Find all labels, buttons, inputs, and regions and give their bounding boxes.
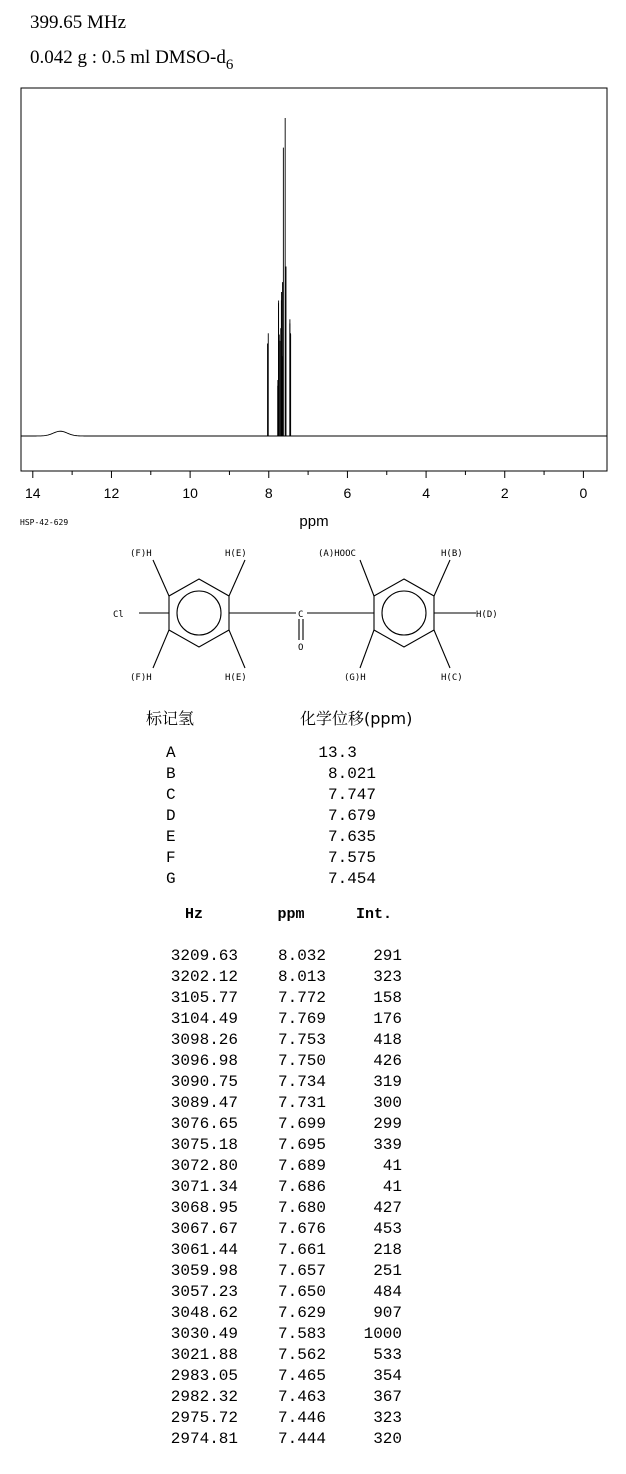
peak-ppm: 7.629 (277, 1304, 326, 1322)
peak-ppm: 7.657 (277, 1262, 326, 1280)
assignment-shift: 8.021 (327, 765, 376, 783)
assignment-label: E (166, 828, 176, 846)
peak-int: 453 (373, 1220, 402, 1238)
label-g: (G)H (344, 673, 366, 683)
peak-ppm: 7.680 (277, 1199, 326, 1217)
molecule-structure (0, 530, 626, 690)
assignment-shift: 7.454 (327, 870, 376, 888)
plot-frame (21, 88, 607, 471)
peak-row (150, 946, 402, 967)
sample-description (30, 47, 233, 74)
label-e-bot: H(E) (225, 673, 247, 683)
x-tick-label: 12 (103, 485, 120, 501)
label-carbonyl-o: O (298, 643, 304, 653)
peak-row (150, 1324, 402, 1345)
peak-int: 158 (373, 989, 402, 1007)
assignment-label: G (166, 870, 176, 888)
x-axis-label: ppm (299, 513, 329, 530)
peak-int: 367 (373, 1388, 402, 1406)
peak-hz: 3030.49 (170, 1325, 238, 1343)
peak-int: 299 (373, 1115, 402, 1133)
assignment-row (166, 848, 376, 869)
peak-ppm: 7.562 (277, 1346, 326, 1364)
assignment-row (166, 806, 376, 827)
x-tick-label: 4 (422, 485, 430, 501)
header-ppm: ppm (277, 906, 305, 923)
peak-hz: 3057.23 (170, 1283, 238, 1301)
peak-ppm: 7.446 (277, 1409, 326, 1427)
assignment-label: B (166, 765, 176, 783)
peak-row (150, 1114, 402, 1135)
peak-int: 41 (382, 1157, 402, 1175)
peak-hz: 3067.67 (170, 1220, 238, 1238)
peak-hz: 3072.80 (170, 1157, 238, 1175)
peak-hz: 2982.32 (170, 1388, 238, 1406)
spectrum-trace (21, 431, 607, 436)
x-tick-label: 2 (500, 485, 509, 501)
assignment-row (166, 827, 376, 848)
peak-row (150, 988, 402, 1009)
peak-ppm: 7.444 (277, 1430, 326, 1448)
peak-int: 176 (373, 1010, 402, 1028)
peak-hz: 3075.18 (170, 1136, 238, 1154)
peak-row (150, 1198, 402, 1219)
assignment-shift: 7.575 (327, 849, 376, 867)
bond-f-top (153, 560, 169, 596)
peak-row (150, 1093, 402, 1114)
sample-subscript: 6 (225, 57, 234, 73)
peak-int: 251 (373, 1262, 402, 1280)
bond-g (360, 630, 374, 668)
peak-ppm: 7.695 (277, 1136, 326, 1154)
assignment-row (166, 764, 376, 785)
peak-int: 426 (373, 1052, 402, 1070)
peak-int: 319 (373, 1073, 402, 1091)
peak-row (150, 1072, 402, 1093)
peak-row (150, 1366, 402, 1387)
peak-ppm: 8.013 (277, 968, 326, 986)
label-d: H(D) (476, 610, 498, 620)
label-f-top: (F)H (130, 549, 152, 559)
peak-hz: 3021.88 (170, 1346, 238, 1364)
peak-hz: 2983.05 (170, 1367, 238, 1385)
bond-e-bot (229, 630, 245, 668)
assignment-label: A (166, 744, 176, 762)
peak-hz: 3105.77 (170, 989, 238, 1007)
peak-row (150, 1135, 402, 1156)
spectrum-code: HSP-42-629 (20, 518, 69, 527)
peak-row (150, 1051, 402, 1072)
right-ring-aromatic (382, 591, 426, 635)
assignment-label-header: 标记氢 (146, 709, 195, 728)
assignment-row (166, 785, 376, 806)
header-hz: Hz (184, 906, 203, 923)
header-int: Int. (355, 906, 392, 923)
peak-hz: 3059.98 (170, 1262, 238, 1280)
peak-row (150, 1261, 402, 1282)
peak-list-table (150, 946, 402, 1450)
label-carbonyl-c: C (298, 610, 304, 620)
peak-row (150, 1387, 402, 1408)
assignment-label: C (166, 786, 176, 804)
label-b: H(B) (441, 549, 463, 559)
peak-ppm: 7.650 (277, 1283, 326, 1301)
assignment-shift: 7.679 (327, 807, 376, 825)
peak-marks (268, 118, 291, 436)
peak-int: 484 (373, 1283, 402, 1301)
peak-ppm: 7.463 (277, 1388, 326, 1406)
peak-hz: 3061.44 (170, 1241, 238, 1259)
peak-int: 354 (373, 1367, 402, 1385)
peak-ppm: 7.583 (277, 1325, 326, 1343)
peak-row (150, 1177, 402, 1198)
peak-hz: 3076.65 (170, 1115, 238, 1133)
x-tick-label: 14 (25, 485, 41, 501)
peak-row (150, 1240, 402, 1261)
right-ring (374, 579, 434, 647)
left-ring (169, 579, 229, 647)
assignment-shift: 7.635 (327, 828, 376, 846)
peak-row (150, 1009, 402, 1030)
peak-row (150, 1030, 402, 1051)
peak-hz: 3089.47 (170, 1094, 238, 1112)
peak-ppm: 7.676 (277, 1220, 326, 1238)
peak-ppm: 7.465 (277, 1367, 326, 1385)
x-tick-label: 0 (579, 485, 588, 501)
peak-int: 218 (373, 1241, 402, 1259)
peak-row (150, 1345, 402, 1366)
bond-c (434, 630, 450, 668)
peak-ppm: 7.689 (277, 1157, 326, 1175)
peak-hz: 3068.95 (170, 1199, 238, 1217)
bond-a (360, 560, 374, 596)
peak-ppm: 7.686 (277, 1178, 326, 1196)
label-f-bot: (F)H (130, 673, 152, 683)
peak-hz: 3098.26 (170, 1031, 238, 1049)
peak-hz: 3104.49 (170, 1010, 238, 1028)
x-axis-tick-labels (25, 485, 587, 501)
peak-int: 418 (373, 1031, 402, 1049)
left-ring-aromatic (177, 591, 221, 635)
peak-row (150, 967, 402, 988)
peak-int: 323 (373, 1409, 402, 1427)
peak-ppm: 7.750 (277, 1052, 326, 1070)
label-c: H(C) (441, 673, 463, 683)
peak-row (150, 1429, 402, 1450)
peak-row (150, 1219, 402, 1240)
label-cl: Cl (113, 610, 124, 620)
x-tick-label: 8 (264, 485, 273, 501)
peak-hz: 3209.63 (170, 947, 238, 965)
peak-list-header (150, 906, 412, 923)
bond-f-bot (153, 630, 169, 668)
bond-b (434, 560, 450, 596)
peak-int: 427 (373, 1199, 402, 1217)
peak-hz: 3071.34 (170, 1178, 238, 1196)
assignment-row (166, 743, 376, 764)
peak-hz: 3202.12 (170, 968, 238, 986)
x-tick-label: 6 (343, 485, 352, 501)
peak-ppm: 7.699 (277, 1115, 326, 1133)
peak-ppm: 7.661 (277, 1241, 326, 1259)
label-e-top: H(E) (225, 549, 247, 559)
peak-int: 291 (373, 947, 402, 965)
assignment-shift-header: 化学位移(ppm) (300, 709, 413, 728)
peak-hz: 3096.98 (170, 1052, 238, 1070)
peak-int: 907 (373, 1304, 402, 1322)
peak-int: 323 (373, 968, 402, 986)
peak-int: 320 (373, 1430, 402, 1448)
peak-ppm: 7.731 (277, 1094, 326, 1112)
peak-ppm: 7.734 (277, 1073, 326, 1091)
assignment-shift: 13.3 (318, 744, 376, 762)
assignment-row (166, 869, 376, 890)
sample-text: 0.042 g : 0.5 ml DMSO-d (30, 47, 226, 68)
peak-ppm: 8.032 (277, 947, 326, 965)
assignment-label: F (166, 849, 176, 867)
x-axis-ticks (33, 471, 584, 478)
assignment-label: D (166, 807, 176, 825)
peak-hz: 3090.75 (170, 1073, 238, 1091)
assignment-shift: 7.747 (327, 786, 376, 804)
assignment-table (166, 743, 376, 890)
x-tick-label: 10 (182, 485, 198, 501)
peak-row (150, 1282, 402, 1303)
peak-ppm: 7.753 (277, 1031, 326, 1049)
peak-row (150, 1408, 402, 1429)
peak-hz: 2974.81 (170, 1430, 238, 1448)
peak-int: 533 (373, 1346, 402, 1364)
spectrometer-frequency: 399.65 MHz (30, 12, 127, 33)
peak-hz: 3048.62 (170, 1304, 238, 1322)
peak-row (150, 1303, 402, 1324)
peak-ppm: 7.769 (277, 1010, 326, 1028)
peak-int: 1000 (363, 1325, 402, 1343)
peak-hz: 2975.72 (170, 1409, 238, 1427)
peak-int: 300 (373, 1094, 402, 1112)
peak-row (150, 1156, 402, 1177)
peak-int: 41 (382, 1178, 402, 1196)
peak-ppm: 7.772 (277, 989, 326, 1007)
peak-int: 339 (373, 1136, 402, 1154)
bond-e-top (229, 560, 245, 596)
nmr-spectrum-chart (0, 80, 626, 530)
label-a: (A)HOOC (318, 549, 356, 559)
